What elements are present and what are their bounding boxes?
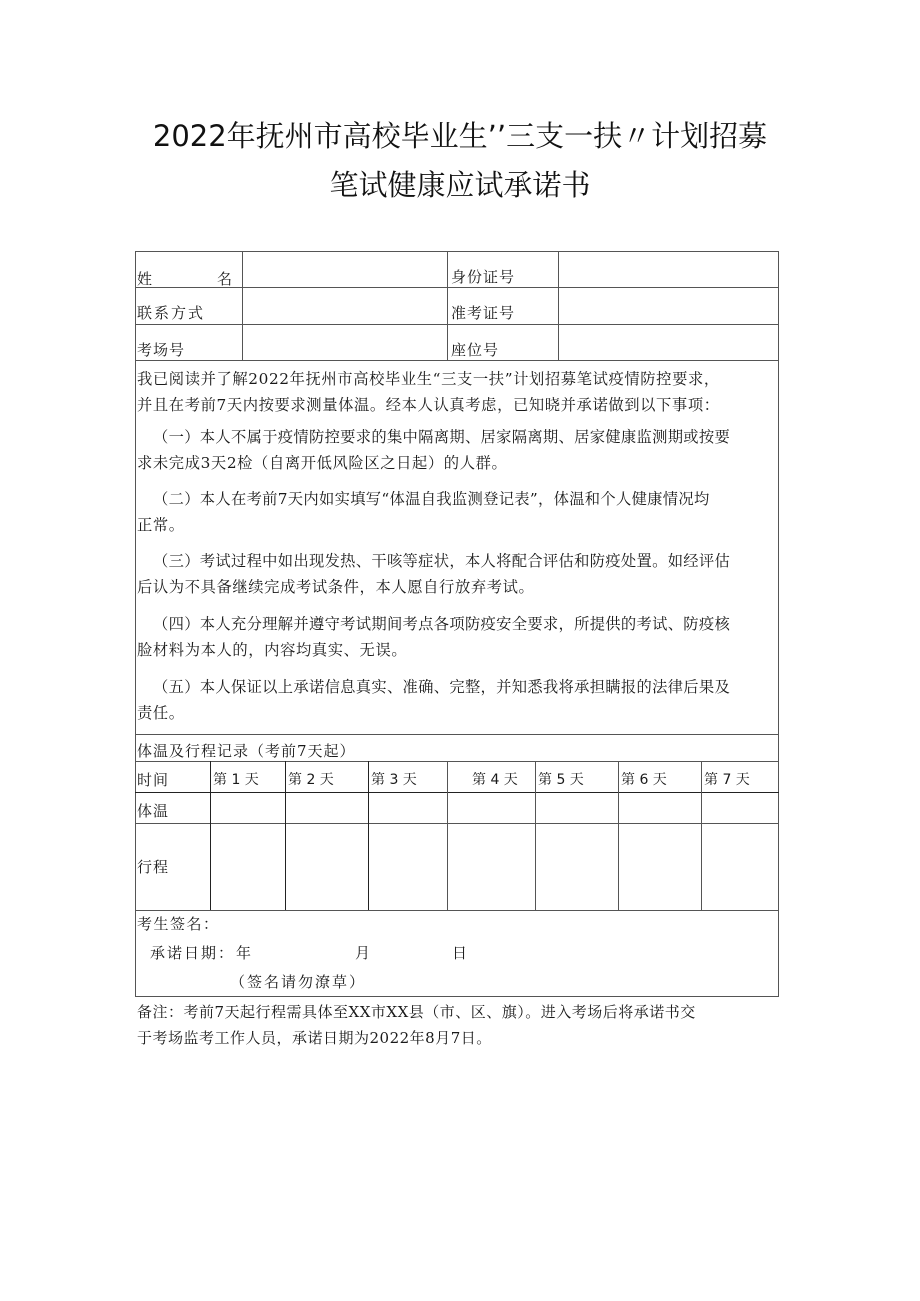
divider <box>447 251 448 360</box>
pledge-date-month-label: 月 <box>355 944 371 962</box>
table-border-top <box>135 251 779 252</box>
pledge-item-4 <box>137 611 777 663</box>
records-header-day-7: 第 7 天 <box>704 772 750 788</box>
admission-ticket-field[interactable] <box>561 290 775 321</box>
temperature-day-2-field[interactable] <box>288 795 366 821</box>
exam-room-field[interactable] <box>245 327 444 358</box>
divider <box>210 761 211 910</box>
divider <box>368 761 369 910</box>
temperature-day-1-field[interactable] <box>213 795 283 821</box>
admission-ticket-label: 准考证号 <box>451 304 516 322</box>
pledge-item-line2: 脸材料为本人的，内容均真实、无误。 <box>137 641 408 659</box>
temperature-day-6-field[interactable] <box>621 795 699 821</box>
table-border-right <box>778 251 779 996</box>
pledge-intro-line1: 我已阅读并了解2022年抚州市高校毕业生“三支一扶”计划招募笔试疫情防控要求， <box>137 370 720 388</box>
signature-hint: （签名请勿潦草） <box>230 973 367 991</box>
pledge-date-label: 承诺日期： <box>150 944 236 962</box>
table-border-left <box>135 251 136 996</box>
signature-field[interactable] <box>220 912 520 934</box>
pledge-date-year-label: 年 <box>236 944 252 962</box>
itinerary-day-1-field[interactable] <box>213 826 283 908</box>
exam-room-label: 考场号 <box>137 341 186 359</box>
temperature-day-7-field[interactable] <box>704 795 776 821</box>
divider <box>135 823 779 824</box>
temperature-row-label: 体温 <box>137 802 170 820</box>
contact-field[interactable] <box>245 290 444 321</box>
pledge-item-line2: 正常。 <box>137 516 185 534</box>
footnote-line1: 备注：考前7天起行程需具体至XX市XX县（市、区、旗）。进入考场后将承诺书交 <box>137 1003 696 1021</box>
pledge-intro <box>137 366 777 418</box>
itinerary-day-3-field[interactable] <box>371 826 445 908</box>
pledge-item-1 <box>137 424 777 476</box>
pledge-item-line2: 后认为不具备继续完成考试条件，本人愿自行放弃考试。 <box>137 578 535 596</box>
divider <box>558 251 559 360</box>
pledge-item-line2: 责任。 <box>137 704 185 722</box>
document-title-line2: 笔试健康应试承诺书 <box>329 168 591 202</box>
signer-label: 考生签名： <box>137 915 220 933</box>
divider <box>535 761 536 910</box>
divider <box>135 910 779 911</box>
name-label <box>137 268 232 289</box>
name-label-part2: 名 <box>216 270 232 288</box>
itinerary-day-6-field[interactable] <box>621 826 699 908</box>
name-label-part1: 姓 <box>137 270 153 288</box>
pledge-intro-line2: 并且在考前7天内按要求测量体温。经本人认真考虑，已知晓并承诺做到以下事项： <box>137 396 720 414</box>
divider <box>618 761 619 910</box>
pledge-item-line1: （四）本人充分理解并遵守考试期间考点各项防疫安全要求，所提供的考试、防疫核 <box>153 615 731 633</box>
pledge-item-line1: （三）考试过程中如出现发热、干咳等症状，本人将配合评估和防疫处置。如经评估 <box>153 552 731 570</box>
records-header-day-6: 第 6 天 <box>621 772 667 788</box>
itinerary-day-2-field[interactable] <box>288 826 366 908</box>
records-header-day-1: 第 1 天 <box>213 772 259 788</box>
pledge-item-line1: （五）本人保证以上承诺信息真实、准确、完整，并知悉我将承担瞒报的法律后果及 <box>153 678 731 696</box>
pledge-item-line1: （二）本人在考前7天内如实填写“体温自我监测登记表”，体温和个人健康情况均 <box>153 490 710 508</box>
contact-label: 联系方式 <box>137 304 206 322</box>
records-header-day-5: 第 5 天 <box>538 772 584 788</box>
footnote-line2: 于考场监考工作人员，承诺日期为2022年8月7日。 <box>137 1029 492 1047</box>
footnote <box>137 999 787 1051</box>
seat-number-field[interactable] <box>561 327 775 358</box>
temperature-day-3-field[interactable] <box>371 795 445 821</box>
pledge-item-2 <box>137 486 777 538</box>
temperature-day-5-field[interactable] <box>538 795 616 821</box>
itinerary-row-label: 行程 <box>137 858 170 876</box>
records-header-day-3: 第 3 天 <box>371 772 417 788</box>
records-header-day-2: 第 2 天 <box>288 772 334 788</box>
divider <box>135 761 779 762</box>
name-field[interactable] <box>245 254 444 285</box>
divider <box>285 761 286 910</box>
records-title: 体温及行程记录（考前7天起） <box>137 742 356 760</box>
divider <box>242 251 243 360</box>
divider <box>135 360 779 361</box>
pledge-item-line2: 求未完成3天2检（自离开低风险区之日起）的人群。 <box>137 454 508 472</box>
pledge-item-5 <box>137 674 777 726</box>
itinerary-day-5-field[interactable] <box>538 826 616 908</box>
pledge-item-line1: （一）本人不属于疫情防控要求的集中隔离期、居家隔离期、居家健康监测期或按要 <box>153 428 731 446</box>
divider <box>447 761 448 910</box>
divider <box>135 324 779 325</box>
divider <box>135 734 779 735</box>
pledge-date-day-label: 日 <box>452 944 468 962</box>
divider <box>135 792 779 793</box>
id-number-field[interactable] <box>561 254 775 285</box>
divider <box>701 761 702 910</box>
pledge-item-3 <box>137 548 777 600</box>
itinerary-day-7-field[interactable] <box>704 826 776 908</box>
table-border-bottom <box>135 996 779 997</box>
seat-number-label: 座位号 <box>451 341 500 359</box>
records-header-day-4: 第 4 天 <box>472 772 518 788</box>
records-header-time: 时间 <box>137 771 170 789</box>
temperature-day-4-field[interactable] <box>450 795 533 821</box>
id-number-label: 身份证号 <box>451 268 516 286</box>
document-title-line1: 2022年抚州市高校毕业生’’三支一扶〃计划招募 <box>152 119 768 153</box>
itinerary-day-4-field[interactable] <box>450 826 533 908</box>
